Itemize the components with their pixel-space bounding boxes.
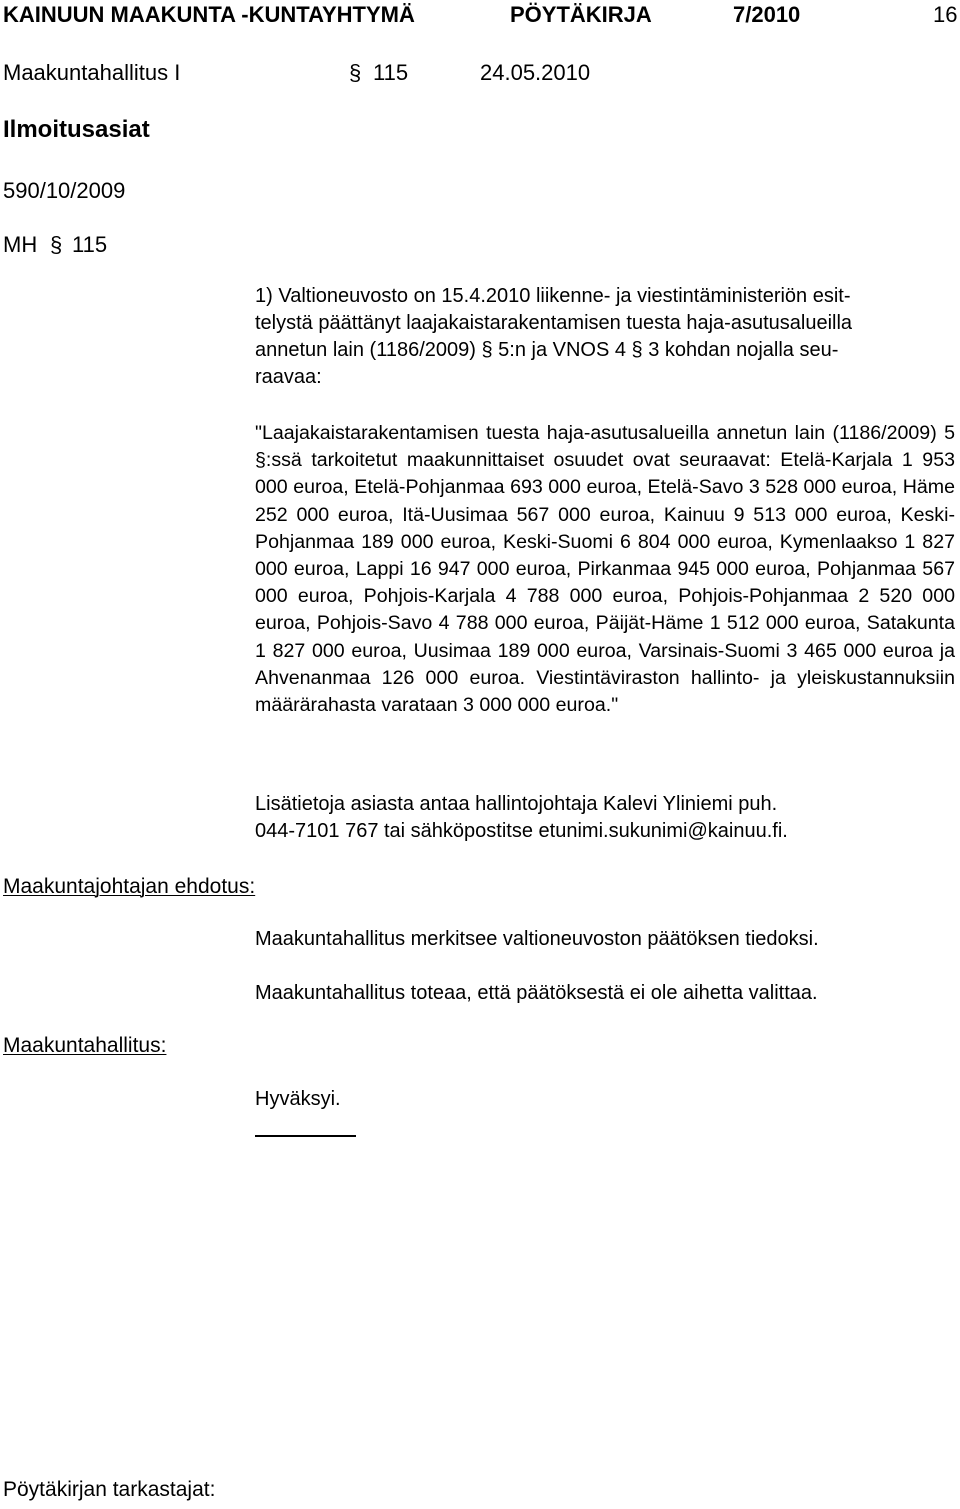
- quote-paragraph: "Laajakaistarakentamisen tuesta haja-asutusalueilla annetun lain (1186/2009) 5 §:ssä tarkoitetut maakunnittaiset osuudet ovat seuraavat: Etelä-Karjala 1 953 000 euroa, Etelä-Pohjanmaa 693 000 euroa, Etelä-Savo 3 528 000 euroa, Häme 252 000 euroa, Itä-Uusimaa 567 000 euroa, Kainuu 9 513 000 euroa, Keski-Pohjanmaa 189 000 euroa, Keski-Suomi 6 804 000 euroa, Kymenlaakso 1 827 000 euroa, Lappi 16 947 000 euroa, Pirkanmaa 945 000 euroa, Pohjanmaa 567 000 euroa, Pohjois-Karjala 4 788 000 euroa, Pohjois-Pohjanmaa 2 520 000 euroa, Pohjois-Savo 4 788 000 euroa, Päijät-Häme 1 512 000 euroa, Satakunta 1 827 000 euroa, Uusimaa 189 000 euroa, Varsinais-Suomi 3 465 000 euroa ja Ahvenanmaa 126 000 euroa. Viestintäviraston hallinto- ja yleiskustannuksiin määrärahasta varataan 3 000 000 euroa.": [255, 422, 955, 717]
- proposal-line-2: Maakuntahallitus toteaa, että päätöksestä ei ole aihetta valittaa.: [255, 982, 818, 1004]
- contact-line-1: Lisätietoja asiasta antaa hallintojohtaja Kalevi Yliniemi puh.: [255, 793, 778, 815]
- proposal-line-1: Maakuntahallitus merkitsee valtioneuvoston päätöksen tiedoksi.: [255, 928, 819, 950]
- decision-text: Hyväksyi.: [255, 1088, 341, 1110]
- item-title: Ilmoitusasiat: [3, 116, 150, 143]
- intro-line-1: 1) Valtioneuvosto on 15.4.2010 liikenne- ja viestintäministeriön esit-: [255, 285, 851, 307]
- document-type: PÖYTÄKIRJA: [510, 2, 652, 27]
- item-reference: 590/10/2009: [3, 178, 126, 203]
- intro-line-4: raavaa:: [255, 366, 322, 388]
- inspectors-label: Pöytäkirjan tarkastajat:: [3, 1478, 216, 1501]
- mh-section: 115: [72, 232, 108, 257]
- meeting-body: Maakuntahallitus I: [3, 60, 181, 85]
- intro-line-3: annetun lain (1186/2009) § 5:n ja VNOS 4 § 3 kohdan nojalla seu-: [255, 339, 839, 361]
- decision-label: Maakuntahallitus:: [3, 1034, 167, 1057]
- document-number: 7/2010: [733, 2, 801, 27]
- meeting-date: 24.05.2010: [480, 60, 591, 85]
- proposal-label: Maakuntajohtajan ehdotus:: [3, 875, 256, 898]
- intro-line-2: telystä päättänyt laajakaistarakentamisen tuesta haja-asutusalueilla: [255, 312, 853, 334]
- contact-line-2: 044-7101 767 tai sähköpostitse etunimi.sukunimi@kainuu.fi.: [255, 820, 788, 842]
- page-number: 16: [933, 2, 958, 27]
- mh-label: MH: [3, 232, 38, 257]
- decision-underline: [255, 1135, 356, 1137]
- meeting-section: 115: [373, 60, 409, 85]
- mh-section-mark: §: [50, 232, 63, 257]
- section-mark: §: [349, 60, 362, 85]
- org-name: KAINUUN MAAKUNTA -KUNTAYHTYMÄ: [3, 2, 415, 27]
